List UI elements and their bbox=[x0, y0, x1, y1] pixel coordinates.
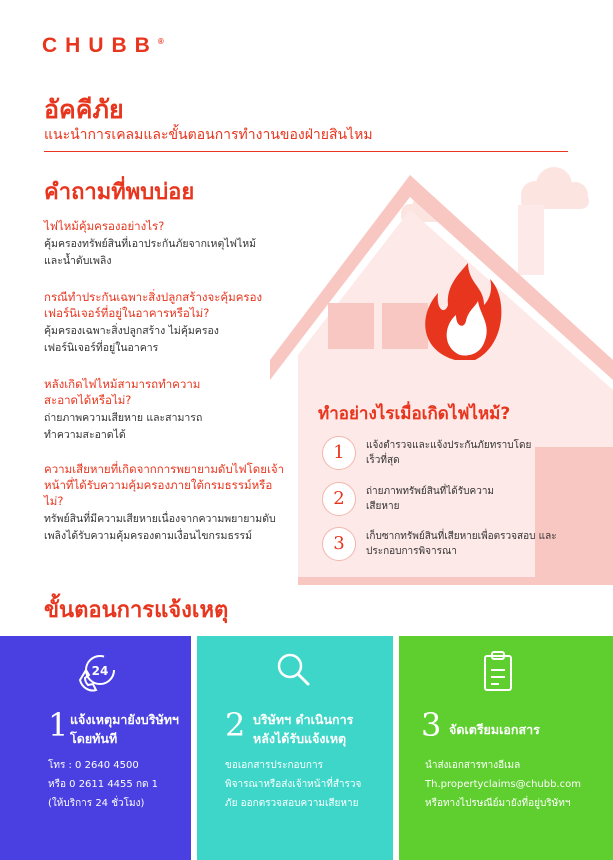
page-title: อัคคีภัย bbox=[44, 95, 124, 124]
panel-title: บริษัทฯ ดำเนินการหลังได้รับแจ้งเหตุ bbox=[253, 712, 354, 746]
panel-body: โทร : 0 2640 4500 หรือ 0 2611 4455 กด 1 (ให้บริการ 24 ชั่วโมง) bbox=[48, 760, 159, 809]
faq-answer: ถ่ายภาพความเสียหาย และสามารถทำความสะอาดได้ bbox=[44, 412, 203, 441]
howto-step bbox=[322, 436, 562, 476]
cloud-icon bbox=[521, 167, 589, 209]
clipboard-icon bbox=[481, 650, 517, 698]
svg-text:24: 24 bbox=[91, 664, 109, 678]
panel-number: 2 bbox=[225, 706, 246, 744]
divider bbox=[44, 151, 568, 152]
faq-item bbox=[44, 376, 234, 444]
howto-step bbox=[322, 482, 562, 522]
step-text: ถ่ายภาพทรัพย์สินที่ได้รับความเสียหาย bbox=[366, 486, 495, 512]
faq-question: กรณีทำประกันเฉพาะสิ่งปลูกสร้างจะคุ้มครองเฟอร์นิเจอร์ที่อยู่ในอาคารหรือไม่? bbox=[44, 290, 263, 320]
panel-body: นำส่งเอกสารทางอีเมล Th.propertyclaims@chubb.com หรือทางไปรษณีย์มายังที่อยู่บริษัทฯ bbox=[425, 760, 581, 809]
step-number: 2 bbox=[322, 482, 356, 516]
faq-question: ไฟไหม้คุ้มครองอย่างไร? bbox=[44, 219, 165, 233]
process-panel-3 bbox=[399, 636, 613, 860]
step-number: 3 bbox=[322, 527, 356, 561]
faq-heading: คำถามที่พบบ่อย bbox=[44, 180, 195, 205]
magnifier-icon bbox=[274, 650, 314, 694]
panel-title: จัดเตรียมเอกสาร bbox=[449, 722, 540, 737]
panel-number: 1 bbox=[48, 706, 69, 744]
panel-number: 3 bbox=[421, 706, 442, 744]
step-text: เก็บซากทรัพย์สินที่เสียหายเพื่อตรวจสอบ และประกอบการพิจารณา bbox=[366, 531, 557, 557]
phone-24-icon bbox=[76, 650, 120, 698]
process-panel-2 bbox=[197, 636, 393, 860]
faq-item bbox=[44, 461, 289, 545]
faq-item bbox=[44, 289, 274, 357]
process-panel-1 bbox=[0, 636, 191, 860]
panel-body: ขอเอกสารประกอบการ พิจารณาหรือส่งเจ้าหน้าที่สำรวจ ภัย ออกตรวจสอบความเสียหาย bbox=[225, 760, 362, 809]
chubb-logo: CHUBB® bbox=[42, 34, 164, 57]
page-subtitle: แนะนำการเคลมและขั้นตอนการทำงานของฝ่ายสินไหม bbox=[44, 127, 373, 143]
faq-answer: ทรัพย์สินที่มีความเสียหายเนื่องจากความพยายามดับเพลิงได้รับความคุ้มครองตามเงื่อนไขกรมธรรม์ bbox=[44, 513, 276, 542]
panel-title: แจ้งเหตุมายังบริษัทฯ โดยทันที bbox=[70, 712, 179, 746]
faq-answer: คุ้มครองเฉพาะสิ่งปลูกสร้าง ไม่คุ้มครองเฟอร์นิเจอร์ที่อยู่ในอาคาร bbox=[44, 325, 219, 354]
faq-question: หลังเกิดไฟไหม้สามารถทำความสะอาดได้หรือไม่? bbox=[44, 377, 201, 407]
howto-step bbox=[322, 527, 562, 567]
faq-item bbox=[44, 218, 294, 270]
faq-question: ความเสียหายที่เกิดจากการพยายามดับไฟโดยเจ้าหน้าที่ได้รับความคุ้มครองภายใต้กรมธรรม์หรือไม่? bbox=[44, 462, 285, 508]
step-number: 1 bbox=[322, 436, 356, 470]
faq-answer: คุ้มครองทรัพย์สินที่เอาประกันภัยจากเหตุไฟไหม้ และน้ำดับเพลิง bbox=[44, 238, 257, 267]
process-heading: ขั้นตอนการแจ้งเหตุ bbox=[44, 598, 229, 623]
howto-title: ทำอย่างไรเมื่อเกิดไฟไหม้? bbox=[318, 404, 511, 424]
step-text: แจ้งตำรวจและแจ้งประกันภัยทราบโดยเร็วที่สุด bbox=[366, 440, 532, 466]
